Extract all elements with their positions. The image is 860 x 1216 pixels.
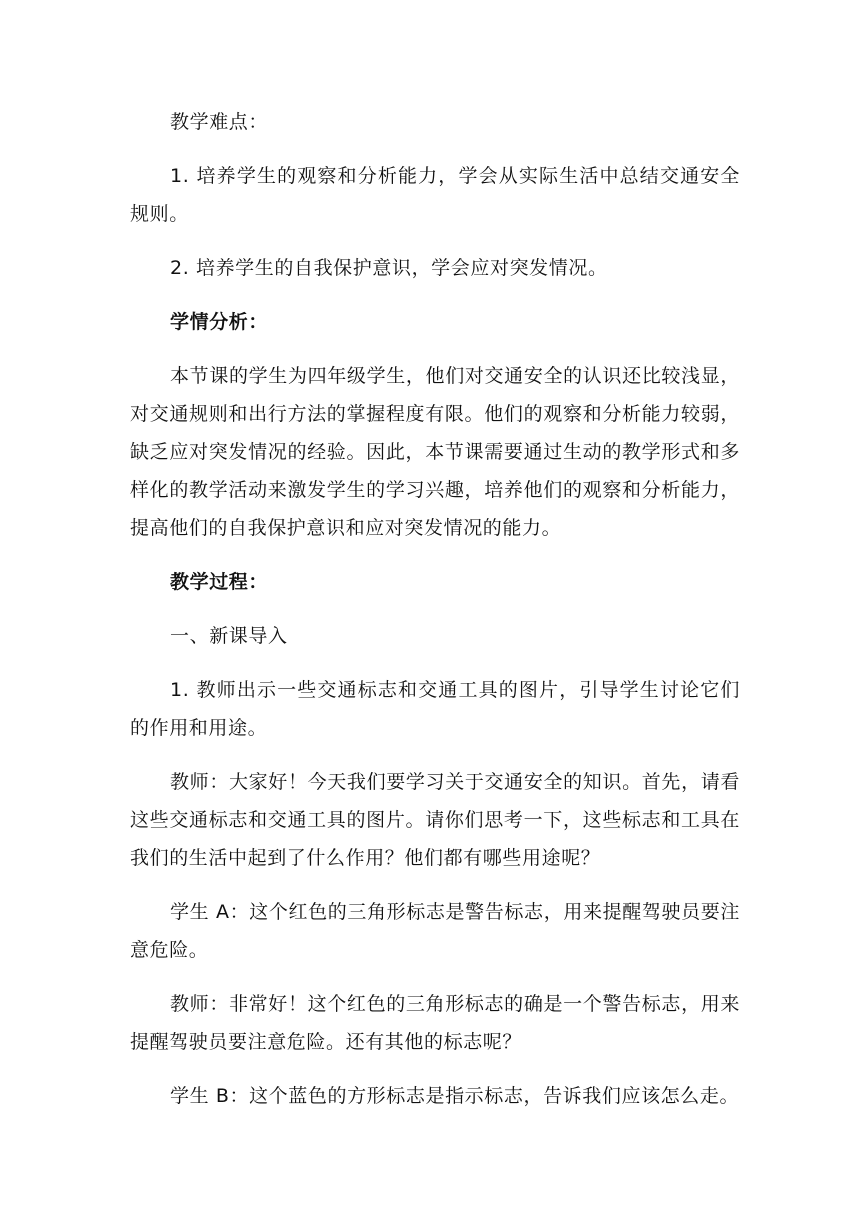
paragraph-student-b: 学生 B：这个蓝色的方形标志是指示标志，告诉我们应该怎么走。 [170,1085,740,1107]
section-heading-teaching-process: 教学过程： [170,571,269,593]
paragraph-teacher-2: 教师：非常好！这个红色的三角形标志的确是一个警告标志，用来提醒驾驶员要注意危险。还有其他的标志呢？ [130,993,740,1053]
document-page [130,103,740,1131]
section-heading-student-analysis: 学情分析： [170,311,269,333]
paragraph-student-a: 学生 A：这个红色的三角形标志是警告标志，用来提醒驾驶员要注意危险。 [130,901,740,961]
subheading-intro: 一、新课导入 [170,625,288,647]
paragraph-difficulty-2: 2. 培养学生的自我保护意识，学会应对突发情况。 [170,257,608,279]
paragraph-intro-step-1: 1. 教师出示一些交通标志和交通工具的图片，引导学生讨论它们的作用和用途。 [130,679,740,739]
paragraph-student-analysis: 本节课的学生为四年级学生，他们对交通安全的认识还比较浅显，对交通规则和出行方法的掌握程度有限。他们的观察和分析能力较弱，缺乏应对突发情况的经验。因此，本节课需要通过生动的教学形式和多样化的教学活动来激发学生的学习兴趣，培养他们的观察和分析能力，提高他们的自我保护意识和应对突发情况的能力。 [130,365,740,539]
paragraph-difficulty-heading: 教学难点： [170,111,269,133]
paragraph-difficulty-1: 1. 培养学生的观察和分析能力，学会从实际生活中总结交通安全规则。 [130,165,740,225]
paragraph-teacher-1: 教师：大家好！今天我们要学习关于交通安全的知识。首先，请看这些交通标志和交通工具的图片。请你们思考一下，这些标志和工具在我们的生活中起到了什么作用？他们都有哪些用途呢？ [130,771,740,869]
